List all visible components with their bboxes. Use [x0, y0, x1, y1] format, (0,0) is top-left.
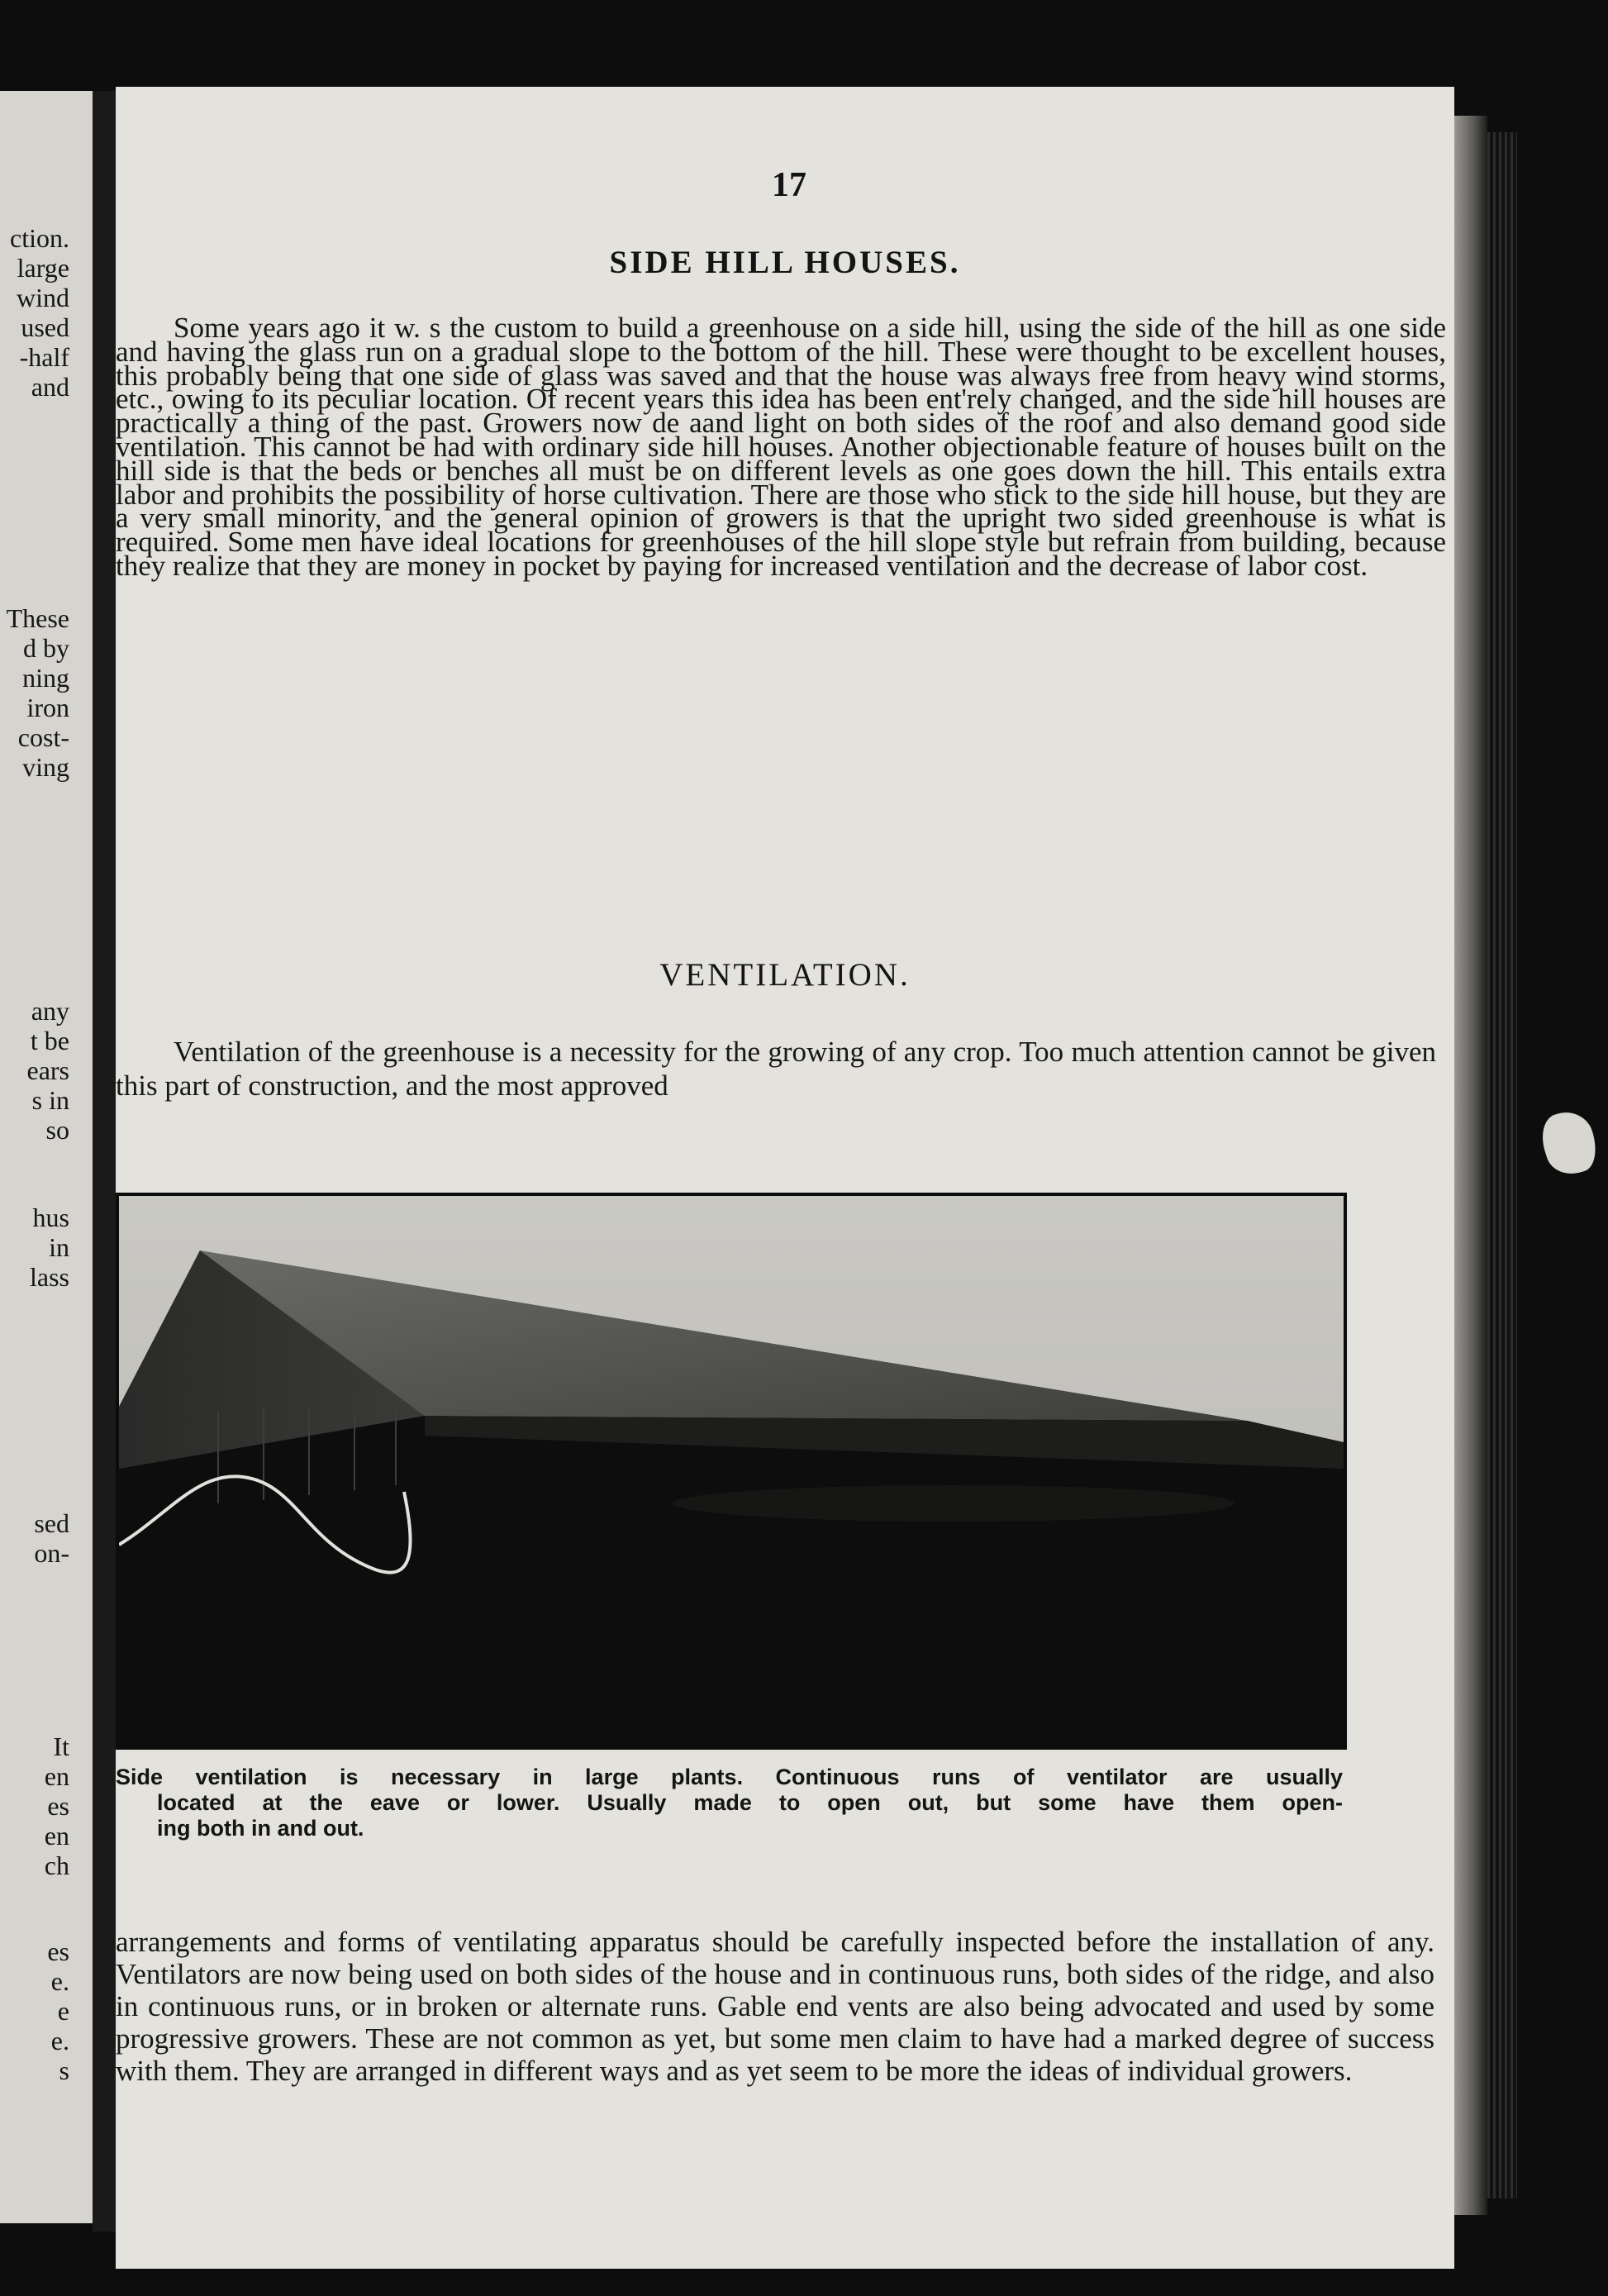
ventilation-paragraph-bottom — [116, 1926, 1434, 2087]
left-page-fragment-text: ning — [22, 663, 69, 693]
paragraph-text: Some years ago it w. s the custom to build a greenhouse on a side hill, using the side of the hill as one side and having the glass run on a gradual slope to the bottom of the hill. These were thought to be excellent houses, this probably being that one side of glass was saved and that the house was always free from heavy wind storms, etc., owing to its peculiar location. Of recent years this idea has been ent'rely changed, and the side hill houses are practically a thing of the past. Growers now de aand light on both sides of the roof and also demand good side ventilation. This cannot be had with ordinary side hill houses. Another objectionable feature of houses built on the hill side is that the beds or benches all must be on different levels as one goes down the hill. This entails extra labor and prohibits the possibility of horse cultivation. There are those who stick to the side hill house, but they are a very small minority, and the general opinion of growers is that the upright two sided greenhouse is what is required. Some men have ideal locations for greenhouses of the hill slope style but refrain from building, because they realize that they are money in pocket by paying for increased ventilation and the decrease of labor cost. — [116, 312, 1446, 582]
left-page-fragment-text: These — [6, 603, 69, 633]
book-page — [116, 87, 1454, 2269]
paragraph-text: arrangements and forms of ventilating apparatus should be carefully inspected before the installation of any. Ventilators are now being used on both sides of the house and in continuous runs, both sides of the ridge, and also in continuous runs, or in broken or alternate runs. Gable end vents are also being advocated and used by some progressive growers. These are not common as yet, but some men claim to have had a marked degree of success with them. They are arranged in different ways and as yet seem to be more the ideas of individual growers. — [116, 1926, 1434, 2087]
left-page-fragment — [0, 91, 93, 2223]
left-page-fragment-text: ch — [44, 1851, 69, 1880]
left-page-fragment-text: en — [44, 1761, 69, 1791]
left-page-fragment-text: d by — [23, 633, 69, 663]
caption-line-2: located at the eave or lower. Usually made to open out, but some have them open- — [157, 1790, 1343, 1815]
left-page-fragment-text: t be — [30, 1026, 69, 1055]
left-page-fragment-text: en — [44, 1821, 69, 1851]
section-heading-ventilation: VENTILATION. — [659, 957, 911, 993]
left-page-fragment-text: s in — [31, 1085, 69, 1115]
left-page-fragment-text: large — [17, 253, 69, 283]
left-page-fragment-text: used — [21, 312, 69, 342]
left-page-fragment-text: sed — [34, 1508, 69, 1538]
left-page-fragment-text: es — [47, 1936, 69, 1966]
book-fore-edge — [1487, 132, 1517, 2198]
left-page-fragment-text: so — [45, 1115, 69, 1145]
left-page-fragment-text: lass — [30, 1262, 69, 1292]
greenhouse-photo-image — [119, 1196, 1344, 1746]
left-page-fragment-text: e — [57, 1996, 69, 2026]
left-page-fragment-text: in — [49, 1232, 69, 1262]
book-spine — [93, 91, 116, 2232]
left-page-fragment-text: iron — [26, 693, 69, 722]
left-page-fragment-text: ears — [26, 1055, 69, 1085]
ventilation-paragraph-top — [116, 1035, 1436, 1103]
left-page-fragment-text: hus — [32, 1203, 69, 1232]
side-hill-houses-paragraph — [116, 312, 1446, 582]
left-page-fragment-text: es — [47, 1791, 69, 1821]
left-page-fragment-text: cost- — [17, 722, 69, 752]
left-page-fragment-text: any — [31, 996, 69, 1026]
left-page-fragment-text: ction. — [10, 223, 69, 253]
caption-line-3: ing both in and out. — [157, 1816, 364, 1841]
left-page-fragment-text: It — [53, 1732, 69, 1761]
left-page-fragment-text: and — [31, 372, 69, 402]
figure-caption — [116, 1765, 1343, 1841]
left-page-fragment-text: on- — [34, 1538, 69, 1568]
section-heading-side-hill-houses: SIDE HILL HOUSES. — [609, 245, 961, 280]
left-page-fragment-text: wind — [17, 283, 69, 312]
left-page-fragment-text: e. — [50, 1966, 69, 1996]
page-number: 17 — [772, 166, 806, 204]
caption-line-1: Side ventilation is necessary in large plants. Continuous runs of ventilator are usually — [116, 1765, 1343, 1789]
left-page-fragment-text: e. — [50, 2026, 69, 2055]
paragraph-text: Ventilation of the greenhouse is a necessity for the growing of any crop. Too much attention cannot be given this part of construction, and the most approved — [116, 1036, 1436, 1102]
greenhouse-photograph — [116, 1193, 1347, 1750]
left-page-fragment-text: s — [59, 2055, 69, 2085]
page-gutter-shadow — [1454, 116, 1487, 2215]
torn-paper-scrap — [1535, 1105, 1603, 1180]
left-page-fragment-text: -half — [19, 342, 69, 372]
left-page-fragment-text: ving — [22, 752, 69, 782]
